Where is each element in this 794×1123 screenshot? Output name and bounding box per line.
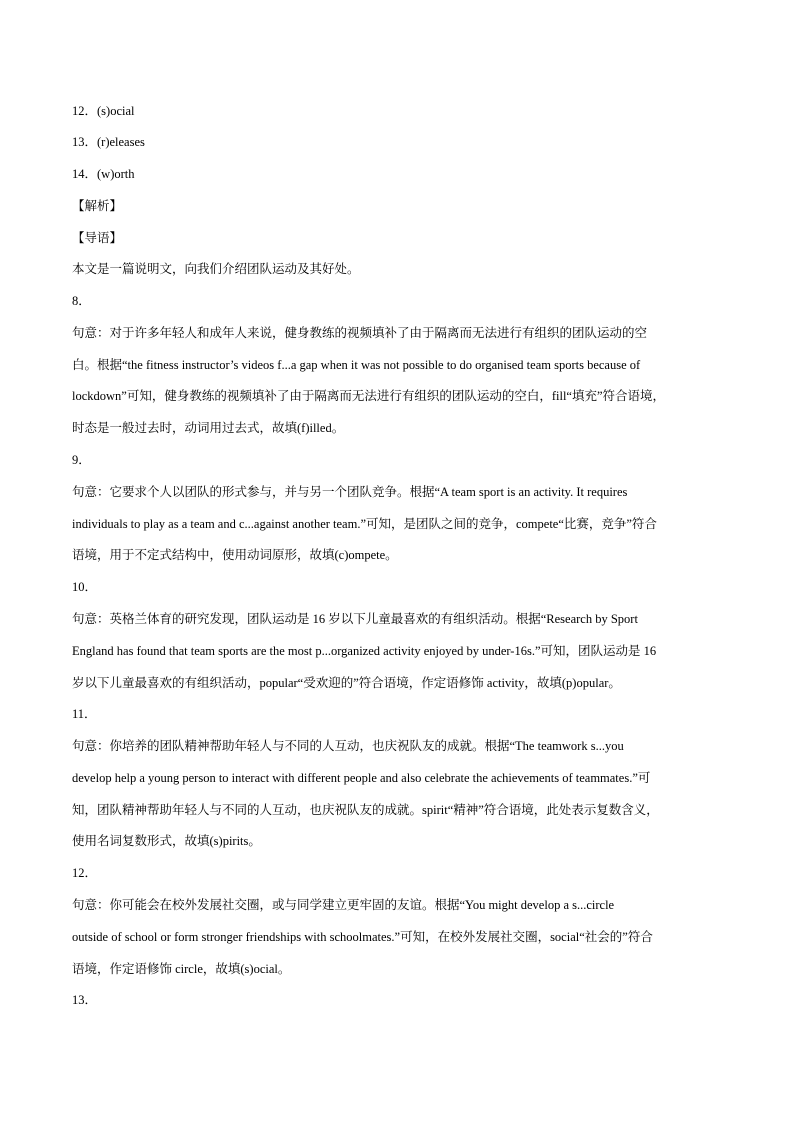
answer-line-12: 12．(s)ocial [72, 104, 135, 118]
explanation-line: 句意：你可能会在校外发展社交圈，或与同学建立更牢固的友谊。根据“You might develop a s...circle [72, 898, 615, 912]
explanation-line: 使用名词复数形式，故填(s)pirits。 [72, 834, 261, 848]
item-number-8: 8． [72, 294, 91, 308]
explanation-line: 句意：你培养的团队精神帮助年轻人与不同的人互动，也庆祝队友的成就。根据“The teamwork s...you [72, 739, 624, 753]
explanation-line: 白。根据“the fitness instructor’s videos f...a gap when it was not possible to do organised team sports because of [72, 358, 641, 372]
answer-line-13: 13．(r)eleases [72, 135, 145, 149]
explanation-line: England has found that team sports are the most p...organized activity enjoyed by under-16s.”可知，团队运动是 16 [72, 644, 657, 658]
intro-heading: 【导语】 [72, 231, 123, 245]
item-number-11: 11． [72, 707, 97, 721]
answer-line-14: 14．(w)orth [72, 167, 135, 181]
explanation-line: 句意：对于许多年轻人和成年人来说，健身教练的视频填补了由于隔离而无法进行有组织的团队运动的空 [72, 326, 648, 340]
item-number-13: 13． [72, 993, 98, 1007]
explanation-line: 知，团队精神帮助年轻人与不同的人互动，也庆祝队友的成就。spirit“精神”符合语境，此处表示复数含义， [72, 803, 659, 817]
analysis-heading: 【解析】 [72, 199, 123, 213]
explanation-line: 时态是一般过去时，动词用过去式，故填(f)illed。 [72, 421, 345, 435]
explanation-line: lockdown”可知，健身教练的视频填补了由于隔离而无法进行有组织的团队运动的空白，fill“填充”符合语境， [72, 389, 666, 403]
explanation-line: 岁以下儿童最喜欢的有组织活动，popular“受欢迎的”符合语境，作定语修饰 activity，故填(p)opular。 [72, 676, 621, 690]
explanation-line: 句意：它要求个人以团队的形式参与，并与另一个团队竞争。根据“A team sport is an activity. It requires [72, 485, 628, 499]
intro-text: 本文是一篇说明文，向我们介绍团队运动及其好处。 [72, 262, 360, 276]
explanation-line: 语境，用于不定式结构中，使用动词原形，故填(c)ompete。 [72, 548, 398, 562]
explanation-line: develop help a young person to interact with different people and also celebrate the achievements of teammates.”可 [72, 771, 651, 785]
item-number-12: 12． [72, 866, 98, 880]
explanation-line: 句意：英格兰体育的研究发现，团队运动是 16 岁以下儿童最喜欢的有组织活动。根据“Research by Sport [72, 612, 638, 626]
item-number-9: 9． [72, 453, 91, 467]
item-number-10: 10． [72, 580, 98, 594]
explanation-line: outside of school or form stronger friendships with schoolmates.”可知，在校外发展社交圈，social“社会的”符合 [72, 930, 653, 944]
explanation-line: individuals to play as a team and c...against another team.”可知，是团队之间的竞争，compete“比赛，竞争”符合 [72, 517, 657, 531]
explanation-line: 语境，作定语修饰 circle，故填(s)ocial。 [72, 962, 291, 976]
